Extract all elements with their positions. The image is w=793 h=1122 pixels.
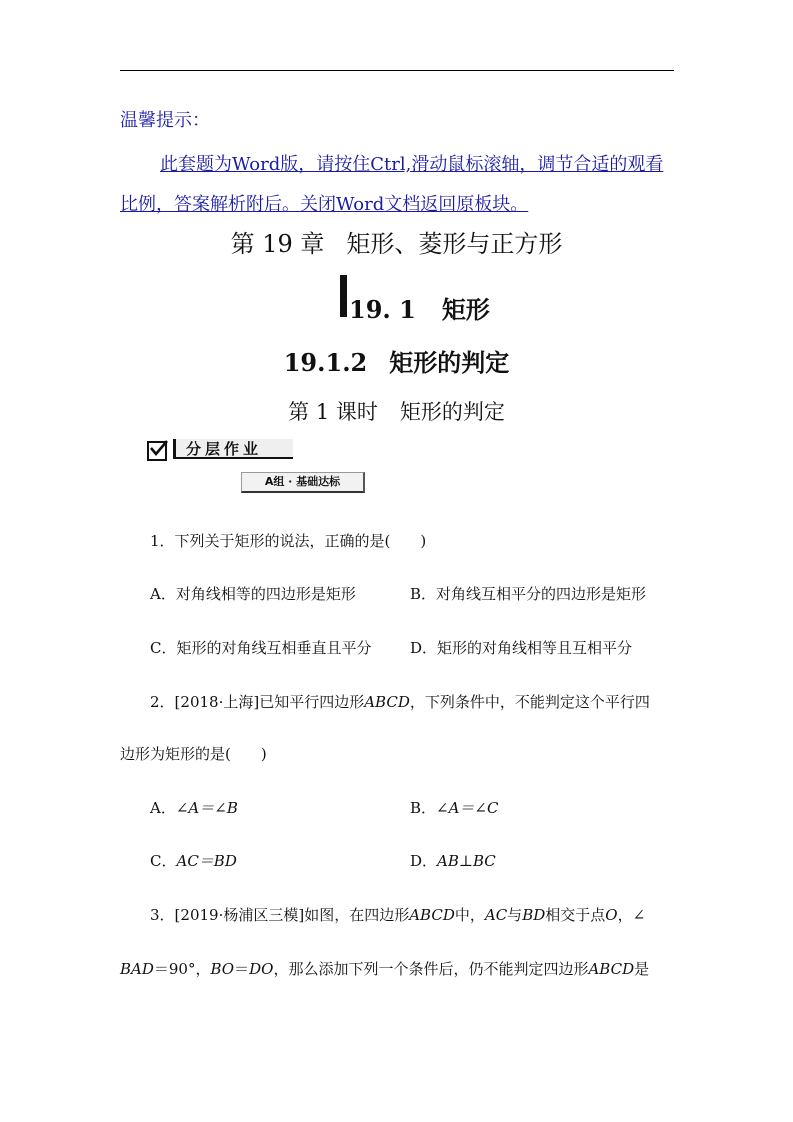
subsection-title: 矩形的判定 xyxy=(389,348,510,377)
section-marker-bar xyxy=(340,275,347,317)
q3-part2: 中， xyxy=(454,906,485,924)
q2-option-c xyxy=(150,850,237,871)
q1-option-b: B．对角线互相平分的四边形是矩形 xyxy=(410,585,647,603)
q3-bad: BAD xyxy=(120,960,154,978)
q3-abcd-2: ABCD xyxy=(588,960,635,978)
q2-d-prefix: D． xyxy=(410,852,438,870)
q3-o: O xyxy=(605,906,618,924)
q3-abcd: ABCD xyxy=(409,906,455,924)
q2-option-b xyxy=(410,797,498,818)
section-heading xyxy=(349,290,490,325)
q3-do: DO xyxy=(249,960,274,978)
q2-c-text: AC＝BD xyxy=(176,852,237,870)
q1-option-a: A．对角线相等的四边形是矩形 xyxy=(150,585,356,603)
q2-a-prefix: A． xyxy=(150,799,176,817)
q3-part5: ，∠ xyxy=(617,906,646,924)
q1-stem: 1．下列关于矩形的说法，正确的是( ) xyxy=(150,532,427,550)
q2-option-d xyxy=(410,850,496,871)
q2-b-prefix: B． xyxy=(410,799,437,817)
lesson-heading xyxy=(0,396,793,426)
q3-part7: ＝ xyxy=(234,960,250,978)
q2-c-prefix: C． xyxy=(150,852,177,870)
header-rule xyxy=(120,70,674,71)
q3-part4: 相交于点 xyxy=(545,906,606,924)
q3-part3: 与 xyxy=(507,906,523,924)
chapter-heading xyxy=(0,224,793,259)
subsection-number: 19.1.2 xyxy=(283,348,368,377)
chapter-number: 第 19 章 xyxy=(230,230,325,258)
q3-stem-line2 xyxy=(120,958,649,979)
tip-body[interactable]: 此套题为Word版，请按住Ctrl,滑动鼠标滚轴，调节合适的观看比例，答案解析附后。关闭Word文档返回原板块。 xyxy=(120,154,664,215)
q3-part8: ，那么添加下列一个条件后，仍不能判定四边形 xyxy=(273,960,589,978)
q2-option-a xyxy=(150,797,238,818)
q3-ac: AC xyxy=(484,906,508,924)
q2-a-text: ∠A＝∠B xyxy=(175,799,238,817)
q1-option-d: D．矩形的对角线相等且互相平分 xyxy=(410,639,633,657)
q3-part9: 是 xyxy=(634,960,650,978)
q2-stem-part2: ，下列条件中，不能判定这个平行四 xyxy=(409,693,650,711)
section-number: 19. 1 xyxy=(349,295,416,324)
lesson-number: 第 1 课时 xyxy=(288,400,378,424)
q3-bo: BO xyxy=(210,960,235,978)
q3-stem-line1 xyxy=(150,904,645,925)
subsection-heading xyxy=(0,343,793,378)
q2-stem-part1: 2．[2018·上海]已知平行四边形 xyxy=(150,693,365,711)
group-label: A组 · 基础达标 xyxy=(241,472,365,493)
tip-title: 温馨提示： xyxy=(120,110,210,131)
chapter-title: 矩形、菱形与正方形 xyxy=(346,230,563,258)
homework-label: 分层作业 xyxy=(173,439,293,459)
q3-bd: BD xyxy=(522,906,546,924)
q3-part6: ＝90°， xyxy=(153,960,211,978)
q3-part1: 3．[2019·杨浦区三模]如图，在四边形 xyxy=(150,906,410,924)
lesson-title: 矩形的判定 xyxy=(399,400,505,424)
q2-stem-abcd: ABCD xyxy=(364,693,410,711)
section-title: 矩形 xyxy=(441,295,490,324)
checkbox-icon xyxy=(147,441,167,461)
q2-d-text: AB⊥BC xyxy=(437,852,496,870)
q2-stem-line2: 边形为矩形的是( ) xyxy=(120,745,267,763)
q2-stem xyxy=(150,691,650,712)
q2-b-text: ∠A＝∠C xyxy=(436,799,499,817)
q1-option-c: C．矩形的对角线互相垂直且平分 xyxy=(150,639,372,657)
